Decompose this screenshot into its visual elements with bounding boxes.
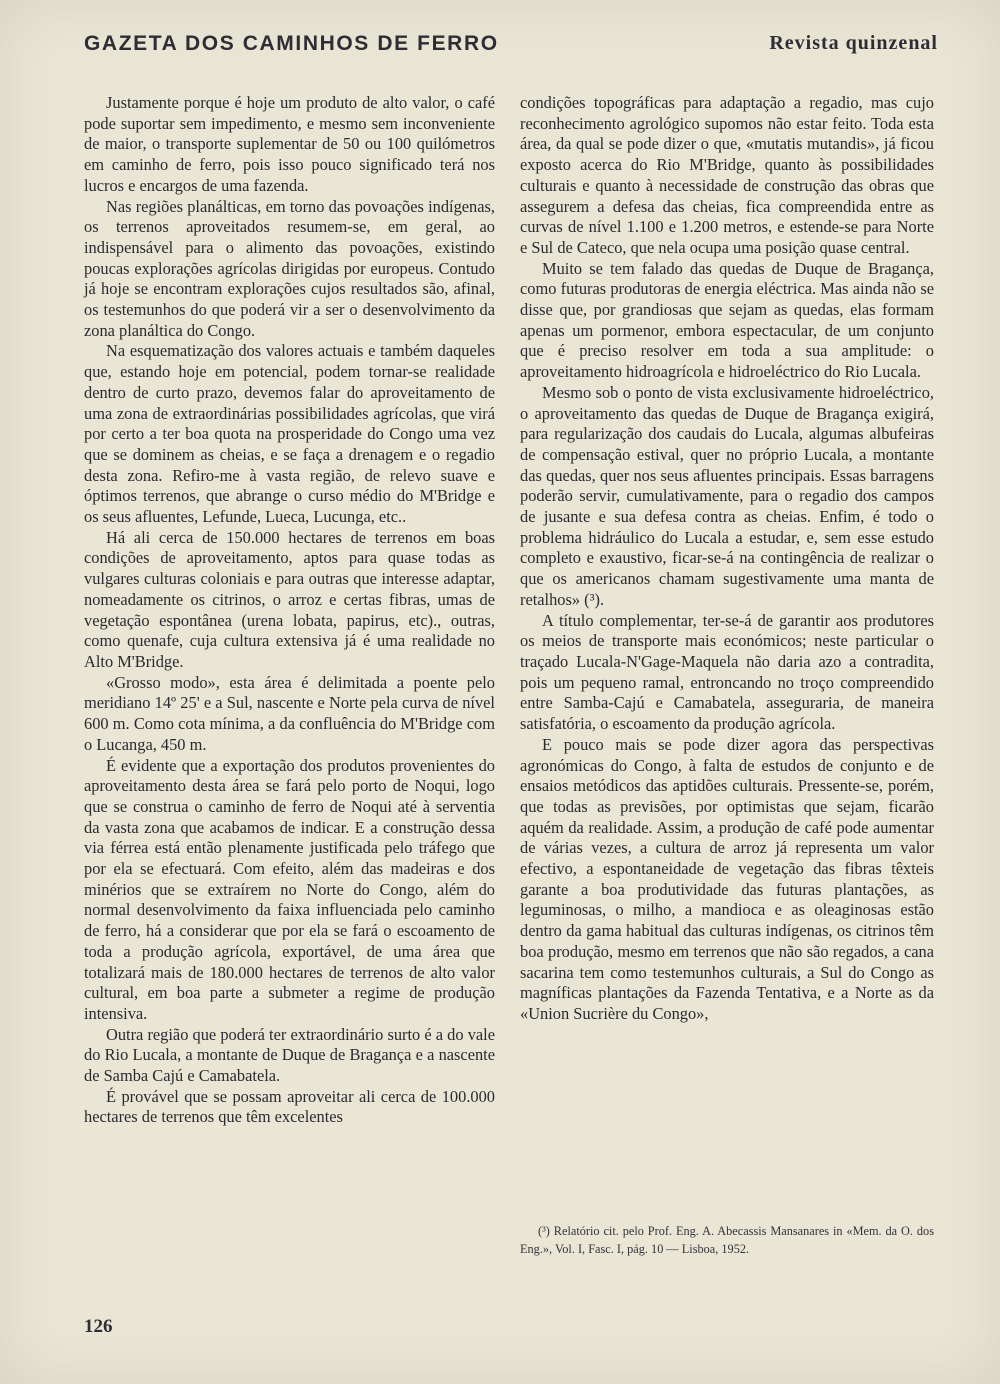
- paragraph: Outra região que poderá ter extraordinário surto é a do vale do Rio Lucala, a montante de Duque de Bragança e a nascente de Samba Cajú e Camabatela.: [84, 1024, 495, 1086]
- paragraph: E pouco mais se pode dizer agora das perspectivas agronómicas do Congo, à falta de estudos de conjunto e de ensaios metódicos das aptidões culturais. Pressente-se, porém, que todas as previsões, por optimistas que sejam, ficarão aquém da realidade. Assim, a produção de café pode aumentar de várias vezes, a cultura de arroz já representa um valor efectivo, a espontaneidade de vegetação das fibras têxteis garante a boa produtividade das futuras plantações, as leguminosas, o milho, a mandioca e as oleaginosas estão dentro da gama habitual das culturas indígenas, os citrinos têm boa produção, mesmo em terrenos que não são regados, a cana sacarina tem como testemunhos culturais, a Sul do Congo as magníficas plantações da Fazenda Tentativa, e a Norte as da «Union Sucrière du Congo»,: [520, 734, 934, 1023]
- paragraph: Na esquematização dos valores actuais e também daqueles que, estando hoje em potencial, podem tornar-se realidade dentro de curto prazo, devemos falar do aproveitamento de uma zona de extraordinárias possibilidades agrícolas, que virá por certo a ter boa quota na prosperidade do Congo uma vez que se dominem as cheias, e se faça a drenagem e o regadio desta zona. Refiro-me à vasta região, de relevo suave e óptimos terrenos, que abrange o curso médio do M'Bridge e os seus afluentes, Lefunde, Lueca, Lucunga, etc..: [84, 341, 495, 527]
- paragraph: Mesmo sob o ponto de vista exclusivamente hidroeléctrico, o aproveitamento das quedas de Duque de Bragança exigirá, para regularização dos caudais do Lucala, algumas albufeiras de compensação estival, quer no próprio Lucala, a montante das quedas, quer nos seus afluentes principais. Essas barragens poderão servir, cumulativamente, para o regadio dos campos de jusante e sua defesa contra as cheias. Enfim, é todo o problema hidráulico do Lucala a estudar, e, sem esse estudo completo e exaustivo, ficar-se-á na contingência de realizar o que os americanos chamam sugestivamente uma manta de retalhos» (³).: [520, 382, 934, 609]
- paragraph: A título complementar, ter-se-á de garantir aos produtores os meios de transporte mais económicos; neste particular o traçado Lucala-N'Gage-Maquela não daria azo a contradita, pois um pequeno ramal, entroncando no troço compreendido entre Samba-Cajú e Camabatela, asseguraria, de maneira satisfatória, o escoamento da produção agrícola.: [520, 610, 934, 734]
- paragraph: «Grosso modo», esta área é delimitada a poente pelo meridiano 14º 25' e a Sul, nascente e Norte pela curva de nível 600 m. Como cota mínima, a da confluência do M'Bridge com o Lucanga, 450 m.: [84, 672, 495, 754]
- left-text-column: [84, 93, 495, 1128]
- footnote-text: (³) Relatório cit. pelo Prof. Eng. A. Abecassis Mansanares in «Mem. da O. dos Eng.», Vol. I, Fasc. I, pág. 10 — Lisboa, 1952.: [520, 1224, 934, 1256]
- journal-title: GAZETA DOS CAMINHOS DE FERRO: [84, 32, 499, 55]
- footnote: [520, 1223, 934, 1258]
- page-number: 126: [84, 1316, 113, 1337]
- paragraph: É evidente que a exportação dos produtos provenientes do aproveitamento desta área se fará pelo porto de Noqui, logo que se construa o caminho de ferro de Noqui até à serventia da vasta zona que acabamos de indicar. E a construção dessa via férrea está então plenamente justificada pelo tráfego que por ela se efectuará. Com efeito, além das madeiras e dos minérios que se extraírem no Norte do Congo, além do normal desenvolvimento da faixa influenciada pelo caminho de ferro, há a considerar que por ela se fará o escoamento de toda a produção agrícola, exportável, de uma área que totalizará mais de 180.000 hectares de terrenos de alto valor cultural, em boa parte a submeter a regime de produção intensiva.: [84, 755, 495, 1023]
- paragraph: Há ali cerca de 150.000 hectares de terrenos em boas condições de aproveitamento, aptos para quase todas as vulgares culturas coloniais e para outras que interesse adaptar, nomeadamente os citrinos, o arroz e certas fibras, umas de vegetação espontânea (urena lobata, papirus, etc)., outras, como quenafe, cuja cultura extensiva já é uma realidade no Alto M'Bridge.: [84, 527, 495, 671]
- paragraph: Justamente porque é hoje um produto de alto valor, o café pode suportar sem impedimento, e mesmo sem inconveniente de maior, o transporte suplementar de 50 ou 100 quilómetros em caminho de ferro, pois isso pouco significado terá nos lucros e encargos de uma fazenda.: [84, 93, 495, 195]
- paragraph: Nas regiões planálticas, em torno das povoações indígenas, os terrenos aproveitados resumem-se, em geral, ao indispensável para o alimento das povoações, existindo poucas explorações agrícolas dirigidas por europeus. Contudo já hoje se encontram explorações cujos resultados são, afinal, os testemunhos do que poderá vir a ser o desenvolvimento da zona planáltica do Congo.: [84, 196, 495, 340]
- paragraph: Muito se tem falado das quedas de Duque de Bragança, como futuras produtoras de energia eléctrica. Mas ainda não se disse que, por grandiosas que sejam as quedas, elas formam apenas um pormenor, embora espectacular, de um conjunto que é preciso resolver em toda a sua amplitude: o aproveitamento hidroagrícola e hidroeléctrico do Rio Lucala.: [520, 258, 934, 382]
- right-text-column: [520, 93, 934, 1025]
- publication-frequency: Revista quinzenal: [769, 32, 938, 54]
- paragraph: É provável que se possam aproveitar ali cerca de 100.000 hectares de terrenos que têm excelentes: [84, 1086, 495, 1127]
- paragraph-continuation: condições topográficas para adaptação a regadio, mas cujo reconhecimento agrológico supomos não estar feito. Toda esta área, da qual se pode dizer o que, «mutatis mutandis», já ficou exposto acerca do Rio M'Bridge, quanto às possibilidades culturais e quanto à necessidade de construção das obras que assegurem a defesa das cheias, fica compreendida entre as curvas de nível 1.100 e 1.200 metros, e estende-se para Norte e Sul de Cateco, que nela ocupa uma posição quase central.: [520, 93, 934, 257]
- running-header: [84, 30, 938, 64]
